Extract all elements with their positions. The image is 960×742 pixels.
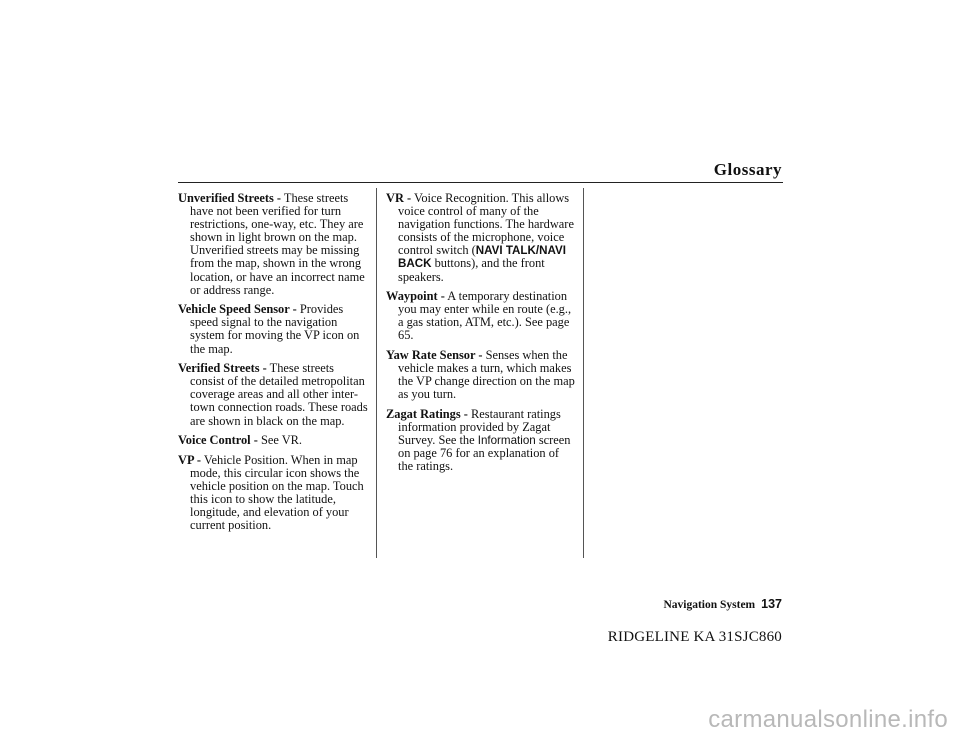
entry-waypoint [386, 290, 576, 342]
entry-vehicle-speed-sensor [178, 303, 368, 355]
page-title: Glossary [713, 160, 782, 179]
watermark-link[interactable]: carmanualsonline.info [708, 706, 948, 733]
entry-verified-streets [178, 362, 368, 427]
term: Unverified Streets - [178, 191, 281, 205]
entry-voice-control [178, 434, 368, 447]
definition: Provides speed signal to the navigation system for moving the VP icon on the map. [190, 302, 360, 356]
term: Voice Control - [178, 433, 258, 448]
glossary-mid-column [386, 192, 576, 480]
term: Zagat Ratings - [386, 406, 468, 421]
definition: These streets have not been verified for turn restrictions, one-way, etc. They are shown in light brown on the map. Unverified streets may be missing from the map, shown in the wrong location, or have an incorrect name or address range. [190, 191, 365, 297]
glossary-left-column [178, 192, 368, 539]
column-divider-1 [376, 188, 377, 558]
entry-yaw-rate-sensor [386, 349, 576, 401]
definition-continued: screen on page 76 for an explanation of the ratings. [398, 433, 571, 474]
term: Waypoint - [386, 289, 445, 304]
column-divider-2 [583, 188, 584, 558]
definition: Restaurant ratings information provided by Zagat Survey. See the [398, 406, 561, 448]
definition: These streets consist of the detailed metropolitan coverage areas and all other inter-town connection roads. These roads are shown in black on the map. [190, 361, 368, 428]
section-label: Navigation System [663, 599, 756, 611]
footer-section [663, 597, 782, 611]
document-code: RIDGELINE KA 31SJC860 [607, 629, 782, 645]
definition: Voice Recognition. This allows voice control of many of the navigation functions. The hardware consists of the microphone, voice control switch ( [398, 191, 574, 258]
term: VR - [386, 191, 412, 205]
term: VP - [178, 452, 202, 467]
definition: Senses when the vehicle makes a turn, which makes the VP change direction on the map as you turn. [398, 348, 575, 402]
screen-name-information: Information [477, 434, 536, 448]
definition-continued: buttons), and the front speakers. [398, 256, 545, 284]
entry-vp [178, 454, 368, 533]
definition: See VR. [257, 433, 303, 448]
entry-zagat-ratings [386, 408, 576, 473]
term: Verified Streets - [178, 361, 267, 376]
page-number: 137 [761, 597, 782, 611]
definition: Vehicle Position. When in map mode, this circular icon shows the vehicle position on the map. Touch this icon to show the latitude, longitude, and elevation of your current position. [190, 452, 364, 533]
entry-unverified-streets [178, 192, 368, 297]
entry-vr [386, 192, 576, 284]
term: Vehicle Speed Sensor - [178, 302, 297, 317]
header-rule [178, 182, 783, 183]
button-name-navi-talk-back: NAVI TALK/NAVI BACK [398, 244, 566, 271]
term: Yaw Rate Sensor - [386, 348, 483, 363]
definition: A temporary destination you may enter while en route (e.g., a gas station, ATM, etc.). See page 65. [398, 289, 572, 343]
